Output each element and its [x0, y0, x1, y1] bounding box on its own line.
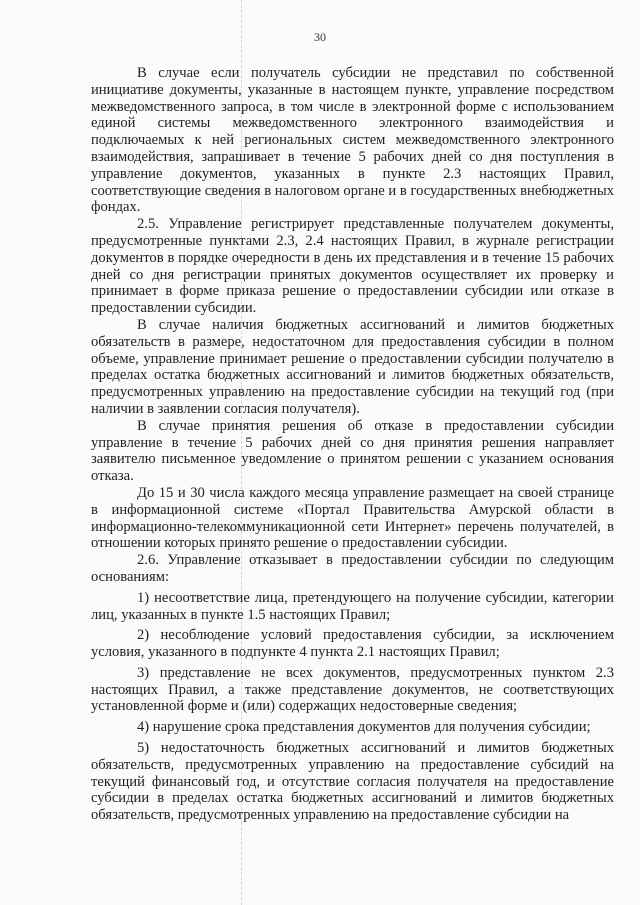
paragraph-refusal-notice: В случае принятия решения об отказе в предоставлении субсидии управление в течение 5 рабочих дней со дня принятия решения направляет заявителю письменное уведомление о принятом решении с указанием основания отказа. [91, 417, 614, 485]
refusal-ground-1: 1) несоответствие лица, претендующего на получение субсидии, категории лиц, указанных в пункте 1.5 настоящих Правил; [91, 589, 614, 623]
paragraph-2-5-registration: 2.5. Управление регистрирует представленные получателем документы, предусмотренные пунктами 2.3, 2.4 настоящих Правил, в журнале регистрации документов в порядке очередности в день их представления и в течение 15 рабочих дней со дня регистрации принятых документов осуществляет их проверку и принимает в форме приказа решение о предоставлении субсидии или отказе в предоставлении субсидии. [91, 216, 614, 317]
paragraph-insufficient-funds: В случае наличия бюджетных ассигнований и лимитов бюджетных обязательств в размере, недостаточном для предоставления субсидии в полном объеме, управление принимает решение о предоставлении субсидии получателю в пределах остатка бюджетных ассигнований и лимитов бюджетных обязательств, предусмотренных управлению на предоставление субсидии на текущий год (при наличии в заявлении согласия получателя). [91, 316, 614, 417]
refusal-ground-4: 4) нарушение срока представления документов для получения субсидии; [137, 719, 591, 736]
paragraph-request-documents: В случае если получатель субсидии не представил по собственной инициативе документы, указанные в настоящем пункте, управление посредством межведомственного запроса, в том числе в электронной форме с использованием единой системы межведомственного электронного взаимодействия и подключаемых к ней региональных систем межведомственного электронного взаимодействия, запрашивает в течение 5 рабочих дней со дня поступления в управление документов, указанных в пункте 2.3 настоящих Правил, соответствующие сведения в налоговом органе и в государственных внебюджетных фондах. [91, 65, 614, 216]
paragraph-portal-publication: До 15 и 30 числа каждого месяца управление размещает на своей странице в информационной системе «Портал Правительства Амурской области в информационно-телекоммуникационной сети Интернет» перечень получателей, в отношении которых принято решение о предоставлении субсидии. [91, 484, 614, 552]
refusal-ground-5: 5) недостаточность бюджетных ассигнований и лимитов бюджетных обязательств, предусмотренных управлению на предоставление субсидий на текущий финансовый год, и отсутствие согласия получателя на предоставление субсидии в пределах остатка бюджетных ассигнований и лимитов бюджетных обязательств, предусмотренных управлению на предоставление субсидии на [91, 740, 614, 824]
refusal-ground-2: 2) несоблюдение условий предоставления субсидии, за исключением условия, указанного в подпункте 4 пункта 2.1 настоящих Правил; [91, 627, 614, 661]
refusal-ground-3: 3) представление не всех документов, предусмотренных пунктом 2.3 настоящих Правил, а также представление документов, не соответствующих установленной форме и (или) содержащих недостоверные сведения; [91, 664, 614, 715]
page-number: 30 [314, 30, 326, 44]
document-body [91, 65, 614, 824]
paragraph-2-6-refusal-grounds: 2.6. Управление отказывает в предоставлении субсидии по следующим основаниям: [91, 552, 614, 585]
